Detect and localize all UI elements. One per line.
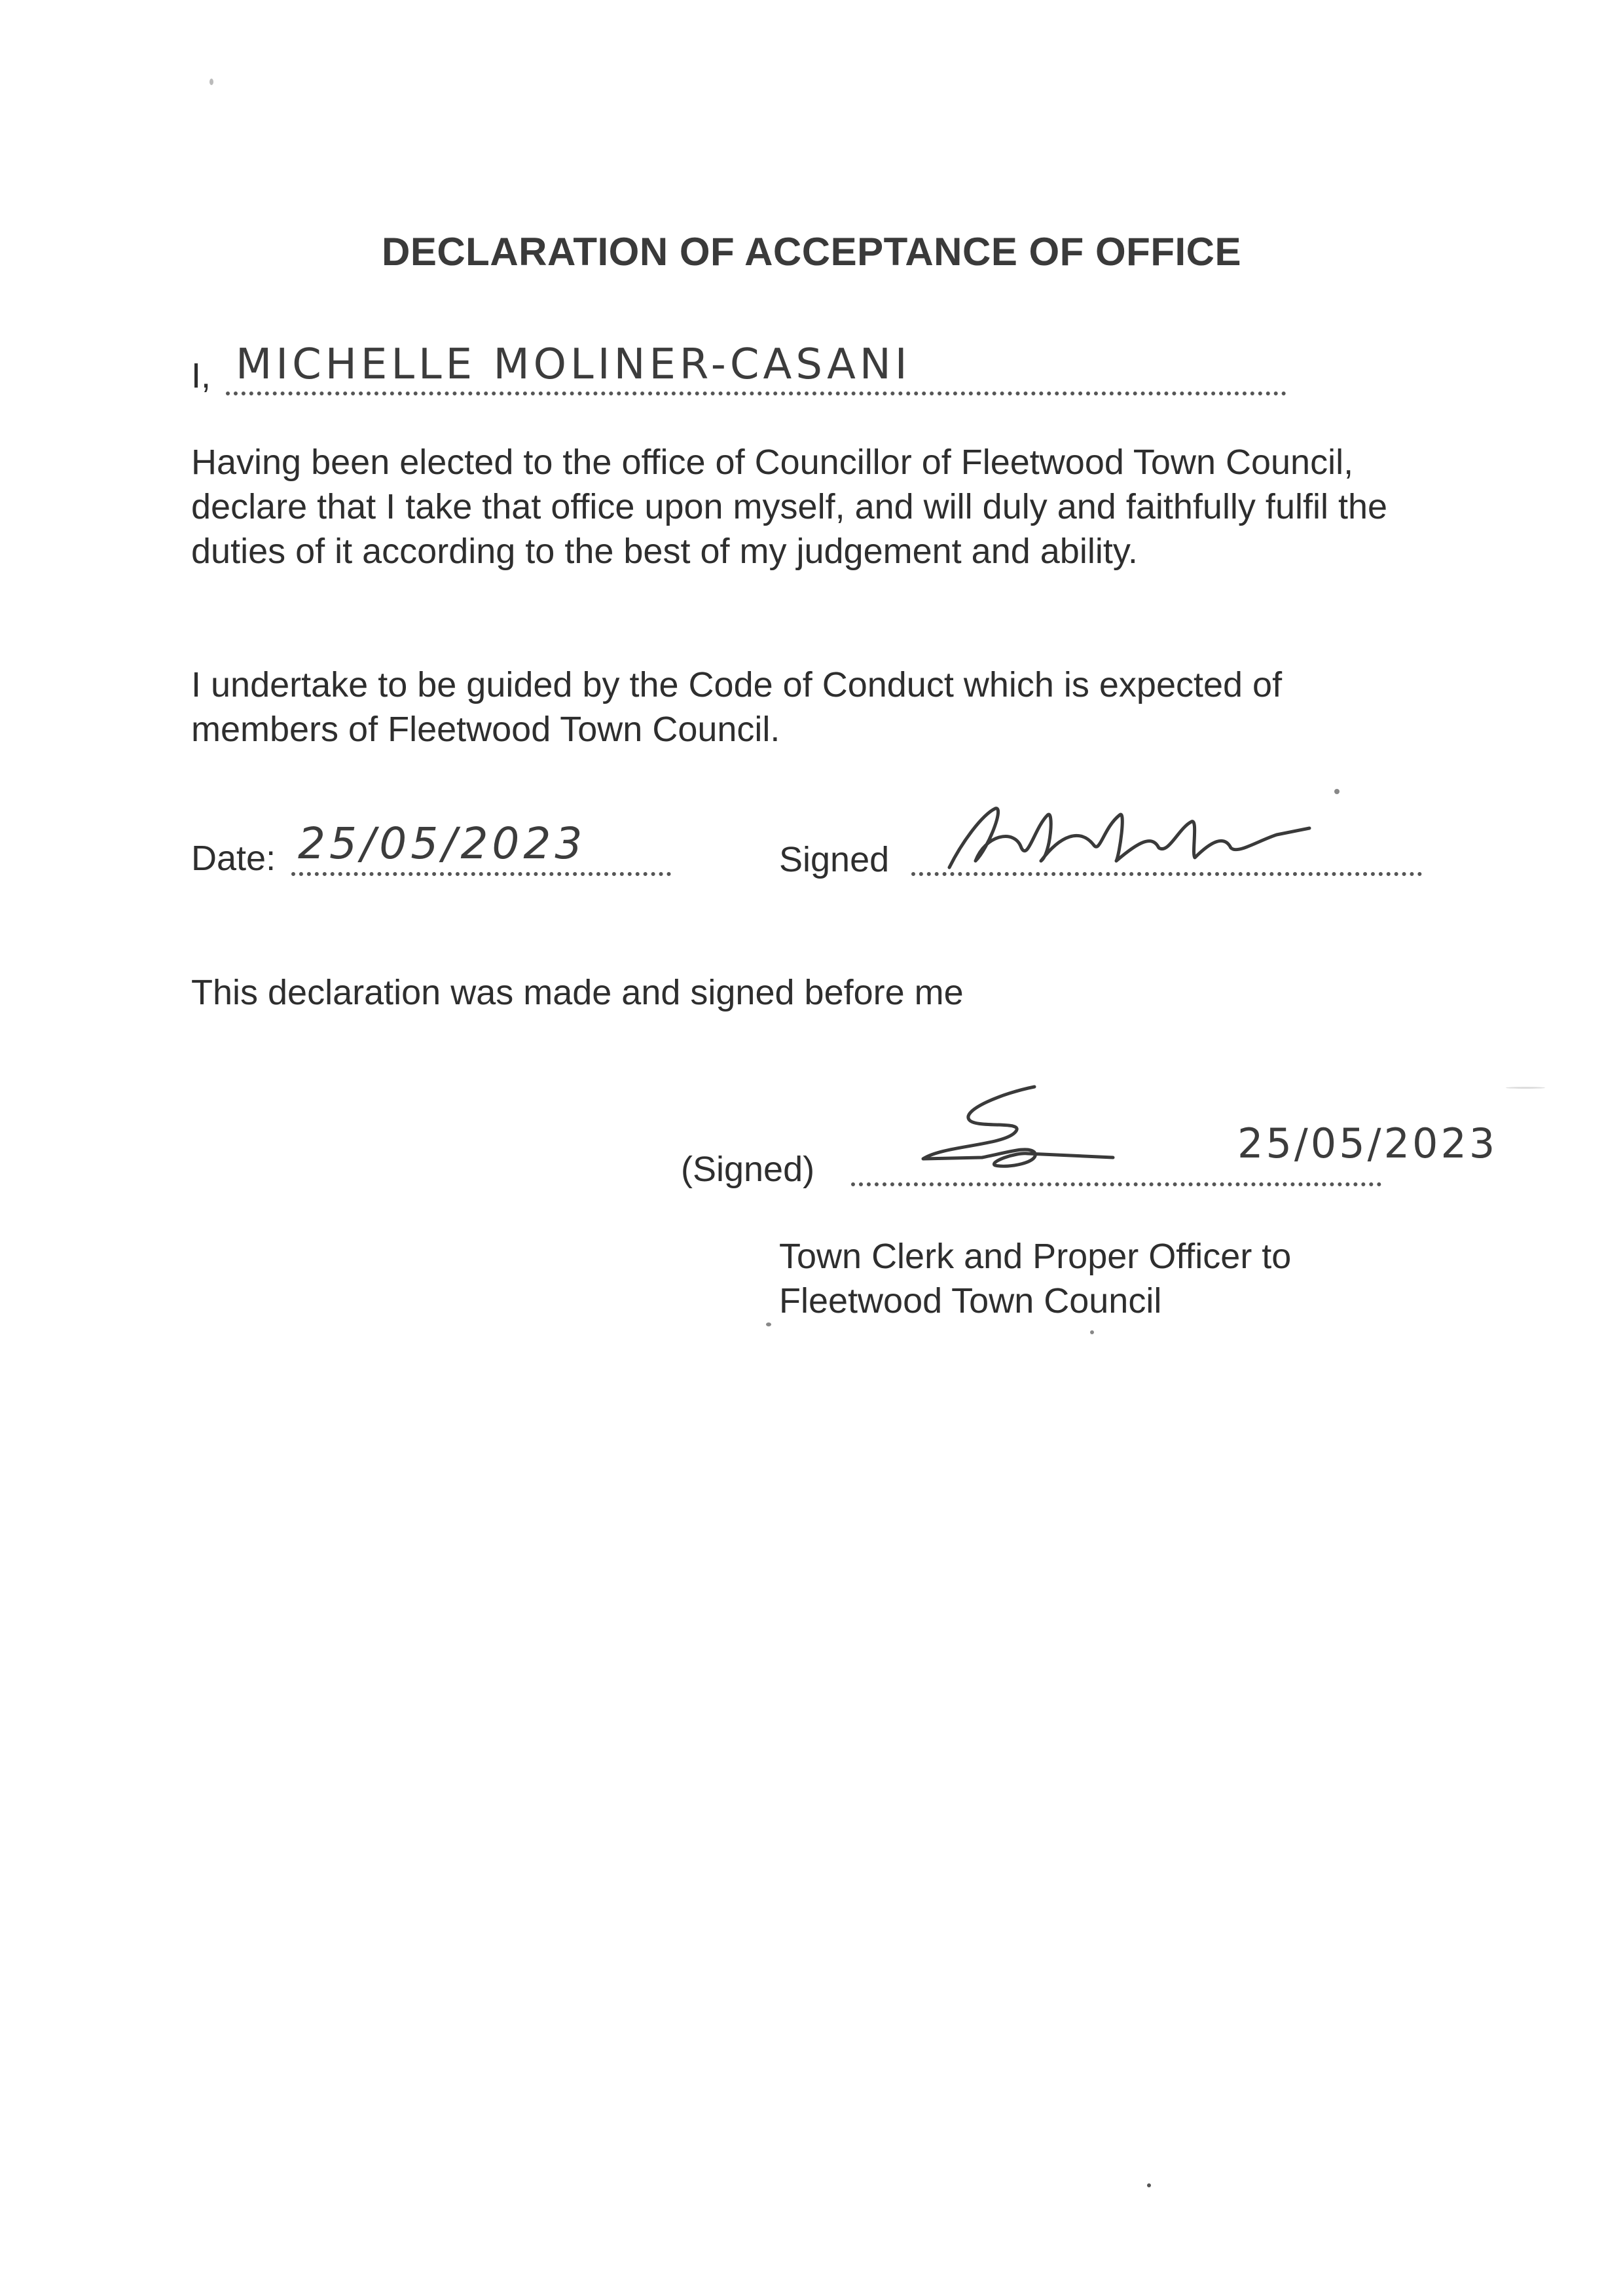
document-title: DECLARATION OF ACCEPTANCE OF OFFICE	[381, 230, 1241, 274]
officer-title-line-1: Town Clerk and Proper Officer to	[779, 1237, 1292, 1276]
officer-signed-label: (Signed)	[681, 1150, 815, 1189]
declarant-prefix: I,	[191, 356, 211, 395]
date-value: 25/05/2023	[298, 818, 587, 869]
officer-signature-date: 25/05/2023	[1237, 1120, 1498, 1167]
scan-speck	[766, 1322, 771, 1326]
officer-title-line-2: Fleetwood Town Council	[779, 1281, 1162, 1321]
officer-signature-dotted-line	[851, 1182, 1381, 1186]
declarant-name: MICHELLE MOLINER-CASANI	[236, 340, 911, 389]
declarant-signature	[923, 789, 1329, 881]
date-dotted-line	[291, 872, 671, 876]
officer-signature	[903, 1080, 1139, 1178]
date-label: Date:	[191, 839, 276, 878]
scan-speck	[1090, 1330, 1094, 1334]
scan-speck	[210, 79, 213, 85]
scan-speck	[1147, 2183, 1151, 2187]
witness-statement: This declaration was made and signed before me	[191, 973, 964, 1012]
declarant-name-dotted-line	[226, 392, 1286, 395]
ink-dot	[1334, 789, 1340, 794]
scan-speck	[1506, 1087, 1545, 1089]
declaration-paragraph: Having been elected to the office of Councillor of Fleetwood Town Council, declare that I take that office upon myself, and will duly and faithfully fulfil the duties of it according to the best of my judgement and ability.	[191, 443, 1388, 571]
code-of-conduct-paragraph: I undertake to be guided by the Code of Conduct which is expected of members of Fleetwood Town Council.	[191, 665, 1283, 749]
signed-label: Signed	[779, 840, 890, 879]
